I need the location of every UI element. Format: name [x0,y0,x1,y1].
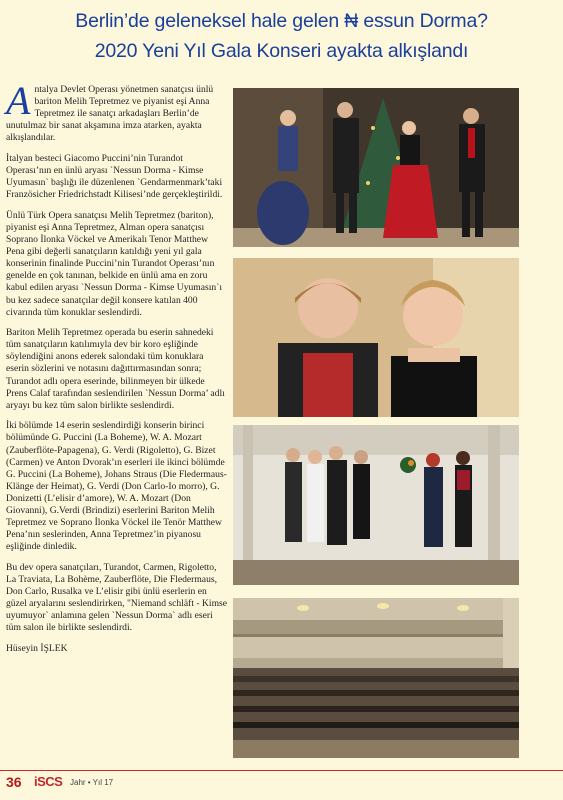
photo-concert-audience-image [233,598,519,758]
article-body [6,78,228,664]
article-paragraph: Antalya Devlet Operası yönetmen sanatçısı ünlü bariton Melih Tepretmez ve piyanist eşi Anna Tepretmez ile sanatçı arkadaşları Berlin’de unutulmaz bir sanat akşamına imza atarken, ayakta alkışlandılar. [6,78,214,144]
article-paragraph: Bu dev opera sanatçıları, Turandot, Carmen, Rigoletto, La Traviata, La Bohème, Zauberflöte, Die Fledermaus, Don Carlo, Rusalka ve L’elisir gibi ünlü eserlerin en güzel aryalarını seslendirirken, "Niemand schläft - Kimse uyumuyor` anlamına gelen `Nessun Dorma` adlı eseri tüm salon ile birlikte seslendirdi. [6,561,228,634]
byline: Hüseyin İŞLEK [6,642,68,654]
photo-two-women [233,258,519,417]
article-paragraph: Ünlü Türk Opera sanatçısı Melih Tepretmez (bariton), piyanist eşi Anna Tepretmez, Alman opera sanatçısı Soprano İlonka Vöckel ve Amerikalı Tenor Matthew Pena gibi değerli sanatçıların katıldığı yeni yıl gala konserinin finalinde Puccini’nin Turandot Operası’nın genelde en çok tanınan, belkide en ünlü ama en zoru kabul edilen aryası `Nessun Dorma - Kimse Uyumasın`ı bu kez sadece sanatçılar değil konsere katılan 400 civarında tüm konuklar seslendirdi. [6,209,223,318]
issue-label: Jahr • Yıl 17 [70,778,114,787]
page-number: 36 [6,774,22,790]
article-paragraph: İki bölümde 14 eserin seslendirdiği konserin birinci bölümünde G. Puccini (La Boheme), W. A. Mozart (Zauberflöte-Papagena), G. Verdi (Rigoletto), G. Bizet (Carmen) ve Anton Dvorak’ın eserleri ile ikinci bölümde G. Puccini (La Boheme), Johans Straus (Die Fledermaus-Klänge der Heimat), G. Verdi (Don Carlo-Io morro), G. Donizetti (L’elisir d’amore), W. A. Mozart (Don Giovanni), G.Verdi (Brindizi) eserlerini Bariton Melih Tepretmez ve Soprano İlonka Vöckel ile Tenör Matthew Pena’nın seslerinden, Anna Tepretmez’in piyanosu eşliğinde dinledik. [6,420,227,553]
photo-group-guests-image [233,425,519,585]
page-footer [0,768,563,800]
headline-line-1: Berlin’de geleneksel hale gelen ₦ essun Dorma? [75,10,488,32]
photo-stage-performers [233,88,519,247]
magazine-logo: iSCS [34,774,63,789]
article-paragraph: Bariton Melih Tepretmez operada bu eserin sahnedeki tüm sanatçıların katılımıyla dev bir koro eşliğinde söylendiğini anons ederek salondaki tüm konuklara eserin sözlerini ve notasını dağıttırmasından sonra; Turandot adlı opera eserinde, bilinmeyen bir ülkede Prens Calaf tarafından seslendirilen `Nessun Dorma’ adlı aryayı bu kez tüm salon birlikte seslendirdi. [6,327,225,411]
photo-group-guests [233,425,519,585]
drop-cap: A [6,78,31,123]
photo-stage-performers-image [233,88,519,247]
article-paragraph: İtalyan besteci Giacomo Puccini’nin Turandot Operası’nın en ünlü aryası `Nessun Dorma - Kimse Uyumasın` başlığı ile düzenlenen `Gendarmenmark’taki Französicher Friedrichstadt Kilisesi’nde gerçekleştirildi. [6,152,223,201]
photo-concert-audience [233,598,519,758]
photo-two-women-image [233,258,519,417]
headline-line-2: 2020 Yeni Yıl Gala Konseri ayakta alkışlandı [94,40,469,62]
headline [0,6,563,66]
footer-divider [0,770,563,771]
